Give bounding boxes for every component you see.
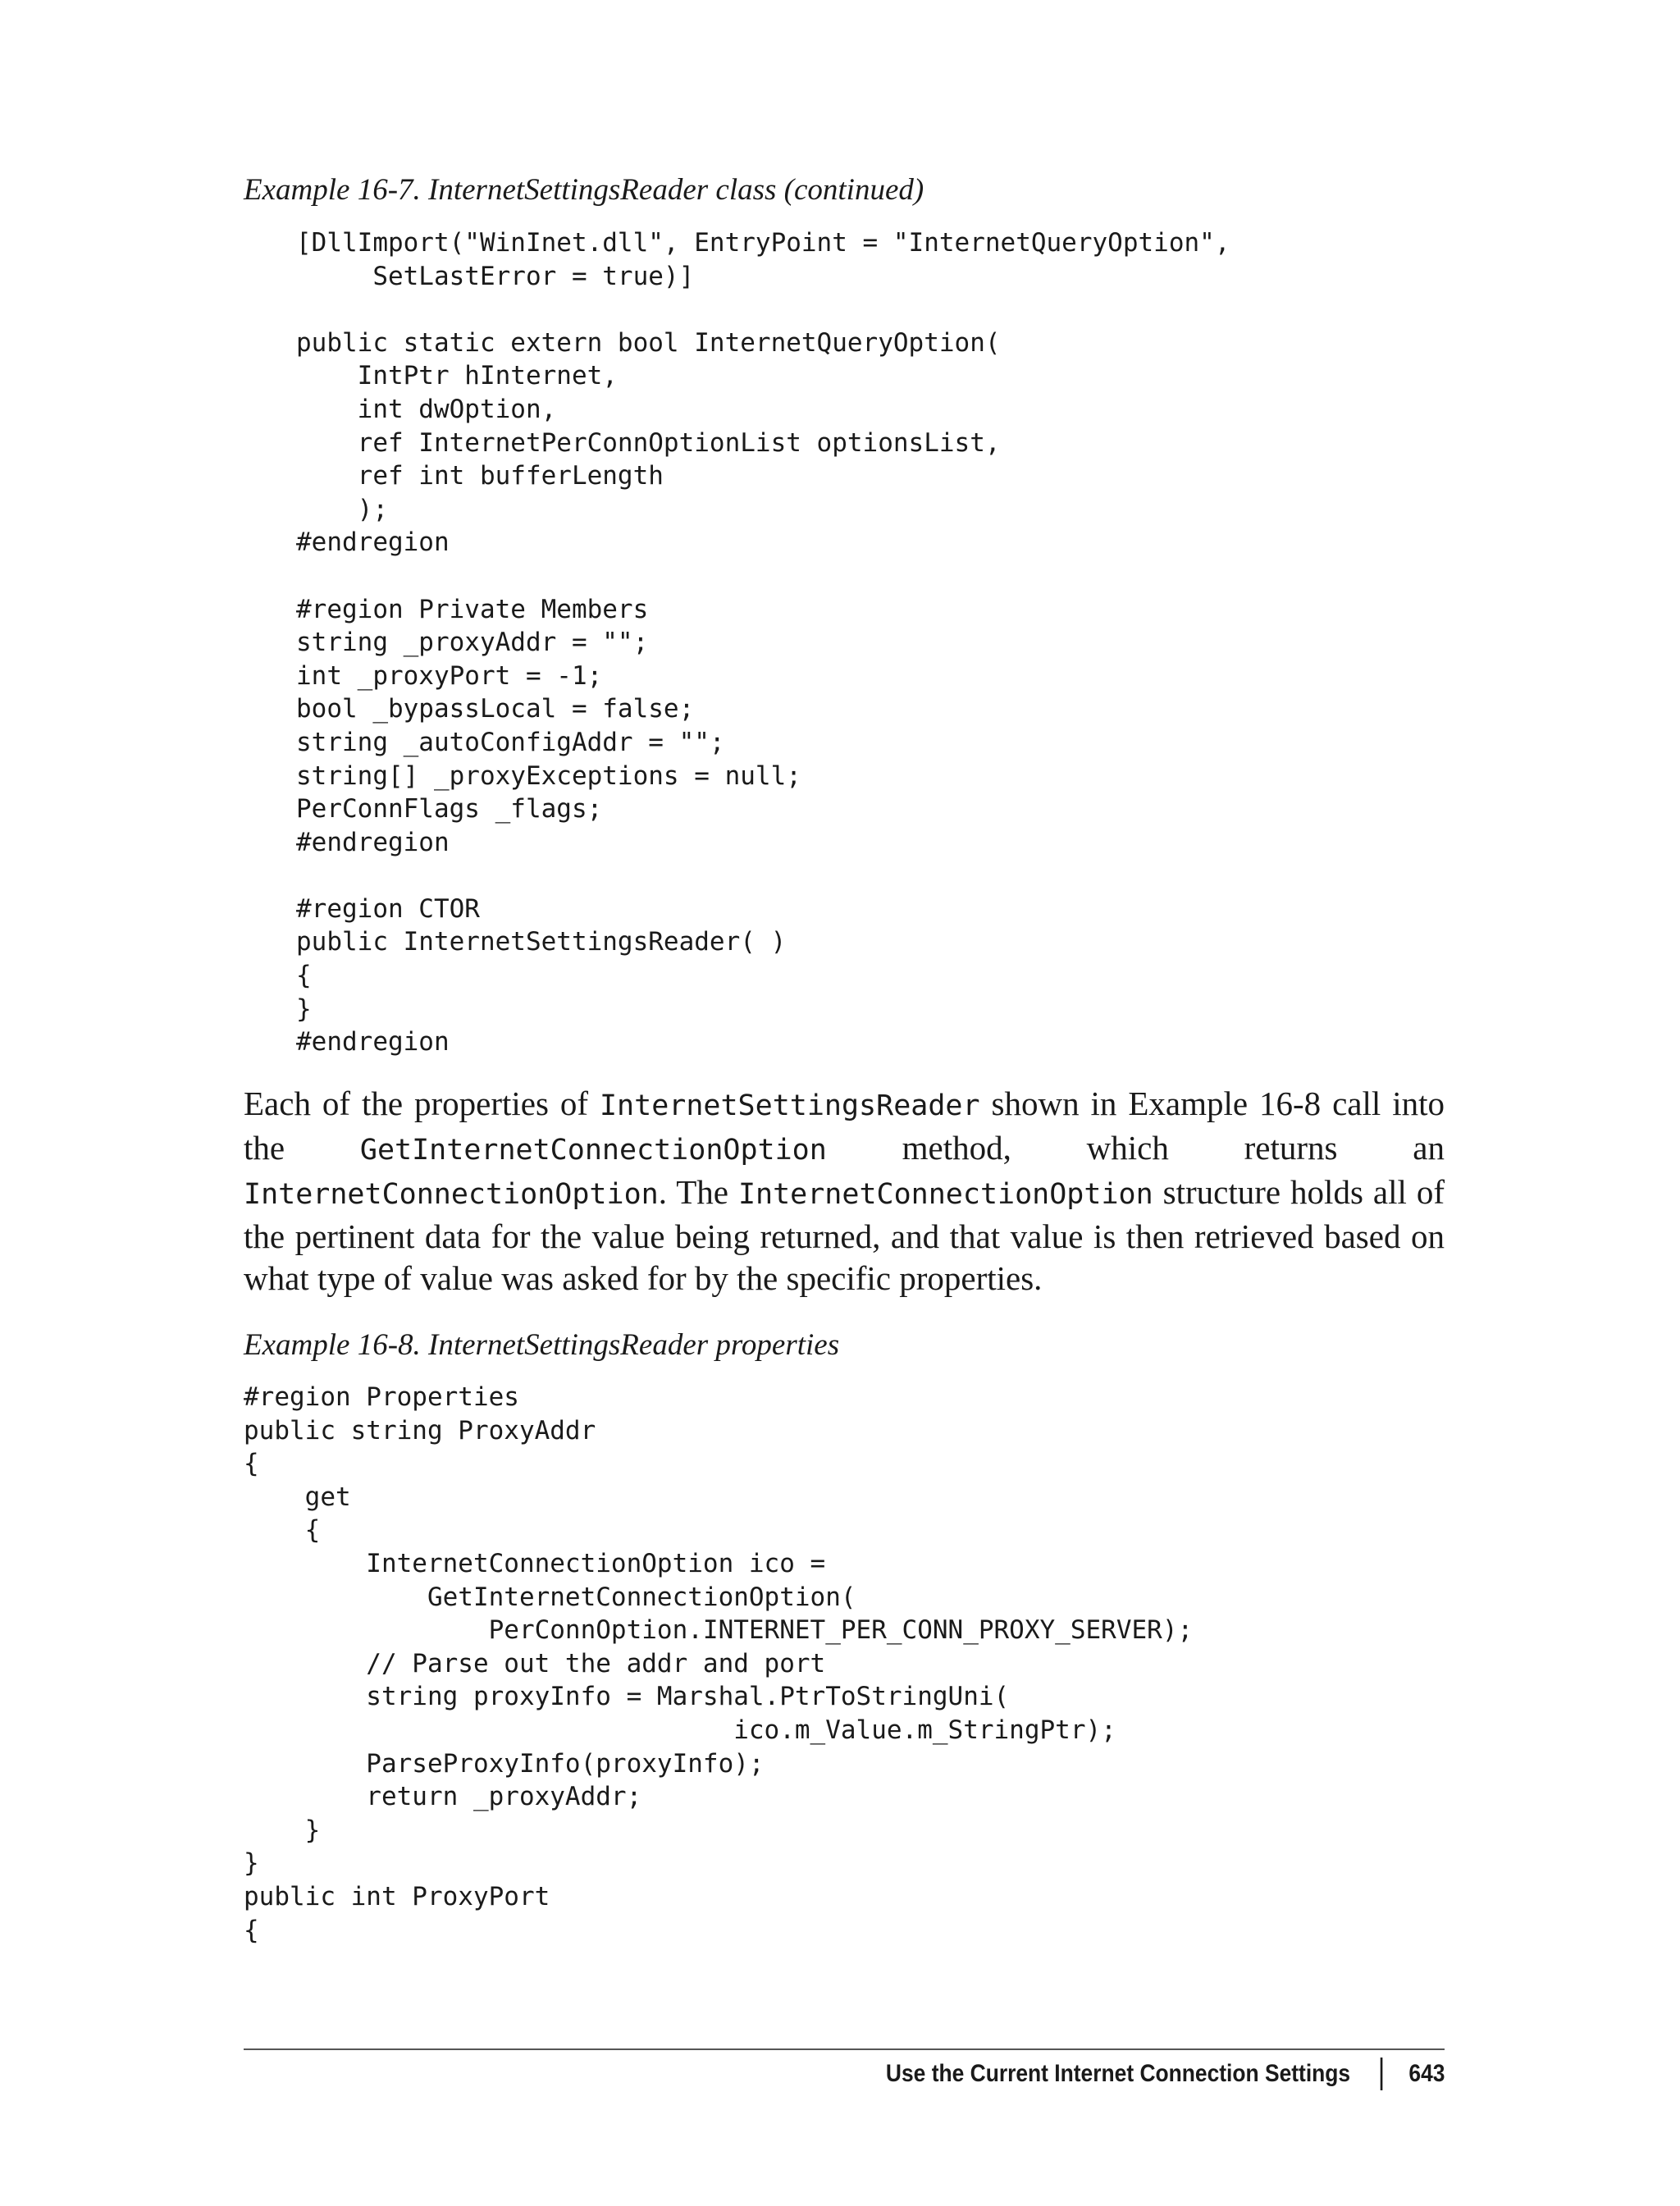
paragraph-text: structure holds all of the pertinent data for the value being returned, and that value is then retrieved based on what type of value was asked for by the specific properties. (244, 1173, 1445, 1297)
paragraph-text: shown in Example 16-8 call into the (244, 1085, 1445, 1167)
example-16-7-caption: Example 16-7. InternetSettingsReader class (continued) (244, 173, 924, 207)
paragraph-text: method, which returns an (826, 1129, 1445, 1167)
running-section-title: Use the Current Internet Connection Settings (885, 2060, 1350, 2087)
page-footer (885, 2058, 1445, 2090)
inline-code: InternetSettingsReader (599, 1089, 980, 1122)
inline-code: GetInternetConnectionOption (359, 1134, 827, 1167)
example-16-8-caption: Example 16-8. InternetSettingsReader properties (244, 1328, 840, 1362)
body-paragraph (244, 1083, 1445, 1299)
paragraph-text: Each of the properties of (244, 1085, 600, 1122)
example-16-7-code: [DllImport("WinInet.dll", EntryPoint = "InternetQueryOption", SetLastError = true)] public static extern bool InternetQueryOption( IntPtr hInternet, int dwOption, ref InternetPerConnOptionList optionsList, ref int bufferLength ); #endregion #region Private Members string _proxyAddr = ""; int _proxyPort = -1; bool _bypassLocal = false; string _autoConfigAddr = ""; string[] _proxyExceptions = null; PerConnFlags _flags; #endregion #region CTOR public InternetSettingsReader( ) { } #endregion (296, 228, 1230, 1057)
footer-rule (244, 2048, 1445, 2050)
example-16-8-code: #region Properties public string ProxyAddr { get { InternetConnectionOption ico = GetInternetConnectionOption( PerConnOption.INTERNET_PER_CONN_PROXY_SERVER); // Parse out the addr and port string proxyInfo = Marshal.PtrToStringUni( ico.m_Value.m_StringPtr); ParseProxyInfo(proxyInfo); return _proxyAddr; } } public int ProxyPort { (244, 1382, 1194, 1945)
paragraph-text: . The (658, 1173, 738, 1211)
inline-code: InternetConnectionOption (244, 1178, 659, 1211)
page-number: 643 (1408, 2060, 1445, 2087)
inline-code: InternetConnectionOption (737, 1178, 1153, 1211)
footer-separator (1381, 2058, 1383, 2090)
